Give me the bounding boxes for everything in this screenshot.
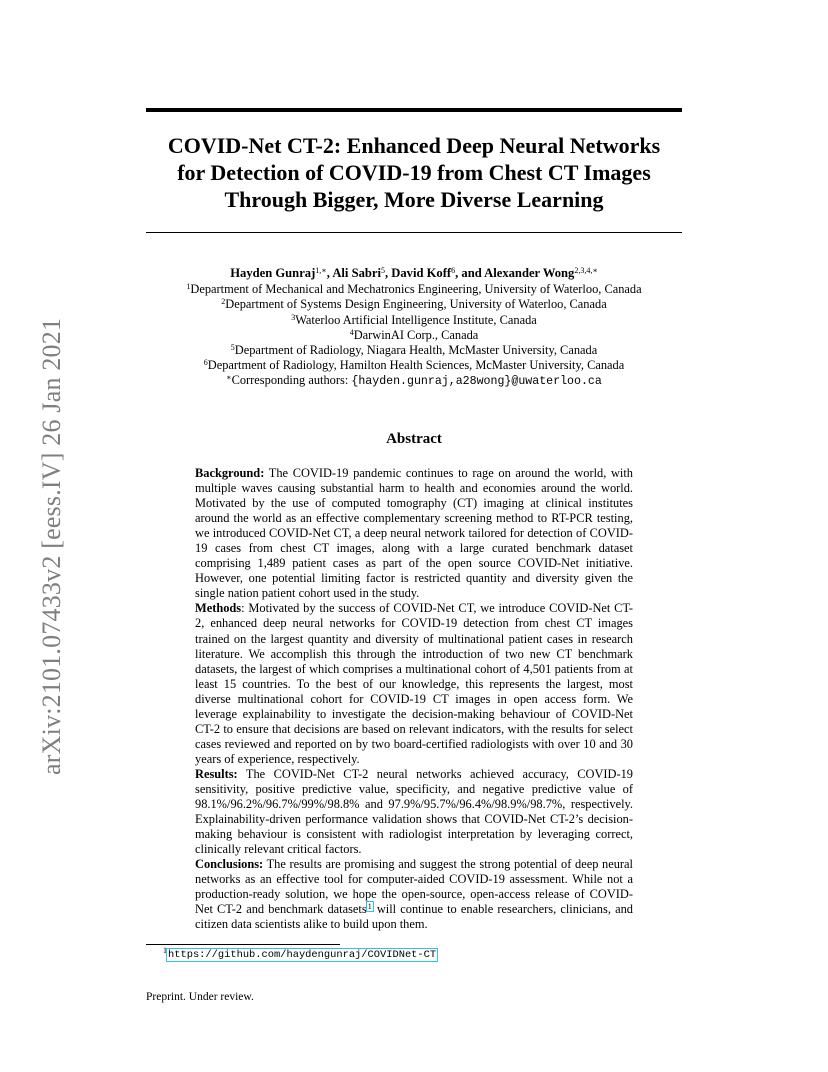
abstract-methods (195, 601, 633, 767)
author-separator: , (384, 266, 392, 280)
author-block (146, 266, 682, 390)
abstract-results (195, 767, 633, 857)
footnote-rule (146, 944, 340, 945)
affiliation-text: Department of Systems Design Engineering, University of Waterloo, Canada (225, 297, 607, 312)
results-label: Results: (195, 766, 238, 781)
author-list (146, 266, 682, 281)
author-name: Ali Sabri (332, 266, 381, 280)
author-affiliation-marks: 5 (380, 266, 385, 275)
paper-title (146, 132, 682, 213)
abstract-body (195, 466, 633, 932)
author-separator: , (326, 266, 333, 280)
methods-text: : Motivated by the success of COVID-Net CT, we introduce COVID-Net CT-2, enhanced deep neural networks for COVID-19 detection from chest CT images trained on the largest quantity and diversity of multinational patient cases in research literature. We accomplish this through the introduction of two new CT benchmark datasets, the largest of which comprises a multinational cohort of 4,501 patients from at least 15 countries. To the best of our knowledge, this represents the largest, most diverse multinational cohort for COVID-19 CT images in open access form. We leverage explainability to investigate the decision-making behaviour of COVID-Net CT-2 to ensure that decisions are based on relevant indicators, with the results for select cases reviewed and reported on by two board-certified radiologists with over 10 and 30 years of experience, respectively. (195, 601, 633, 766)
abstract-heading: Abstract (386, 431, 442, 447)
affiliation-mark: 3 (291, 312, 296, 322)
corresponding-authors (146, 373, 682, 389)
affiliation (146, 343, 682, 358)
methods-label: Methods (195, 601, 242, 616)
author-separator: , and (455, 266, 485, 280)
affiliation (146, 297, 682, 312)
background-text: The COVID-19 pandemic continues to rage on around the world, with multiple waves causing substantial harm to health and economies around the world. Motivated by the use of computed tomography (CT) imaging at clinical institutes around the world as an effective complementary screening method to RT-PCR testing, we introduced COVID-Net CT, a deep neural network tailored for detection of COVID-19 cases from chest CT images, along with a large curated benchmark dataset comprising 1,489 patient cases as part of the open source COVID-Net initiative. However, one potential limiting factor is restricted quantity and diversity given the single nation patient cohort used in the study. (195, 466, 633, 601)
conclusions-label: Conclusions: (195, 857, 264, 872)
corresponding-mark: ∗ (226, 373, 232, 383)
affiliation-mark: 4 (349, 327, 354, 337)
affiliation (146, 282, 682, 297)
affiliation-mark: 2 (221, 297, 226, 307)
preprint-note: Preprint. Under review. (146, 991, 254, 1003)
affiliation-text: Department of Radiology, Hamilton Health Sciences, McMaster University, Canada (207, 358, 625, 373)
affiliation-mark: 1 (186, 282, 191, 292)
affiliation-text: Department of Mechanical and Mechatronics Engineering, University of Waterloo, Canada (190, 282, 642, 297)
affiliation (146, 328, 682, 343)
title-top-rule (146, 108, 682, 112)
affiliation-text: Department of Radiology, Niagara Health, McMaster University, Canada (234, 343, 598, 358)
conclusions-text-end: will continue to enable researchers, clinicians, and citizen data scientists alike to build upon them. (195, 902, 633, 932)
abstract-conclusions (195, 857, 633, 932)
conclusions-text: The results are promising and suggest the strong potential of deep neural networks as an effective tool for computer-aided COVID-19 assessment. While not a production-ready solution, we hope the open-source, open-access release of COVID-Net CT-2 and benchmark datasets (195, 857, 633, 917)
affiliation-mark: 5 (230, 343, 235, 353)
footnote-mark: 1 (163, 946, 167, 955)
affiliation-text: DarwinAI Corp., Canada (353, 327, 479, 342)
footnote-url-link[interactable]: https://github.com/haydengunraj/COVIDNet-CT (168, 949, 437, 961)
background-label: Background: (195, 466, 265, 480)
results-text: The COVID-Net CT-2 neural networks achieved accuracy, COVID-19 sensitivity, positive predictive value, specificity, and negative predictive value of 98.1%/96.2%/96.7%/99%/98.8% and 97.9%/95.7%/96.4%/98.9%/98.7%, respectively. Explainability-driven performance validation shows that COVID-Net CT-2’s decision-making behaviour is consistent with radiologist interpretation by leveraging correct, clinically relevant critical factors. (195, 766, 633, 857)
footnote (163, 946, 437, 961)
affiliation (146, 313, 682, 328)
arxiv-identifier: arXiv:2101.07433v2 [eess.IV] 26 Jan 2021 (37, 317, 66, 775)
author-name: David Koff (391, 266, 452, 280)
author-affiliation-marks: 2,3,4,∗ (574, 266, 598, 275)
author-affiliation-marks: 6 (451, 266, 456, 275)
footnote-link[interactable]: 1 (367, 902, 372, 912)
author-affiliation-marks: 1,∗ (315, 266, 327, 275)
abstract-background (195, 466, 633, 601)
title-line: for Detection of COVID-19 from Chest CT Images (177, 160, 651, 185)
author-name: Hayden Gunraj (230, 266, 316, 280)
title-line: COVID-Net CT-2: Enhanced Deep Neural Networks (167, 133, 661, 158)
title-bottom-rule (146, 232, 682, 233)
title-line: Through Bigger, More Diverse Learning (224, 187, 604, 212)
affiliation (146, 358, 682, 373)
author-name: Alexander Wong (484, 266, 575, 280)
corresponding-emails: {hayden.gunraj,a28wong}@uwaterloo.ca (351, 375, 602, 389)
affiliation-mark: 6 (203, 358, 208, 368)
corresponding-label: Corresponding authors: (231, 373, 352, 388)
affiliation-text: Waterloo Artificial Intelligence Institute, Canada (295, 312, 537, 327)
